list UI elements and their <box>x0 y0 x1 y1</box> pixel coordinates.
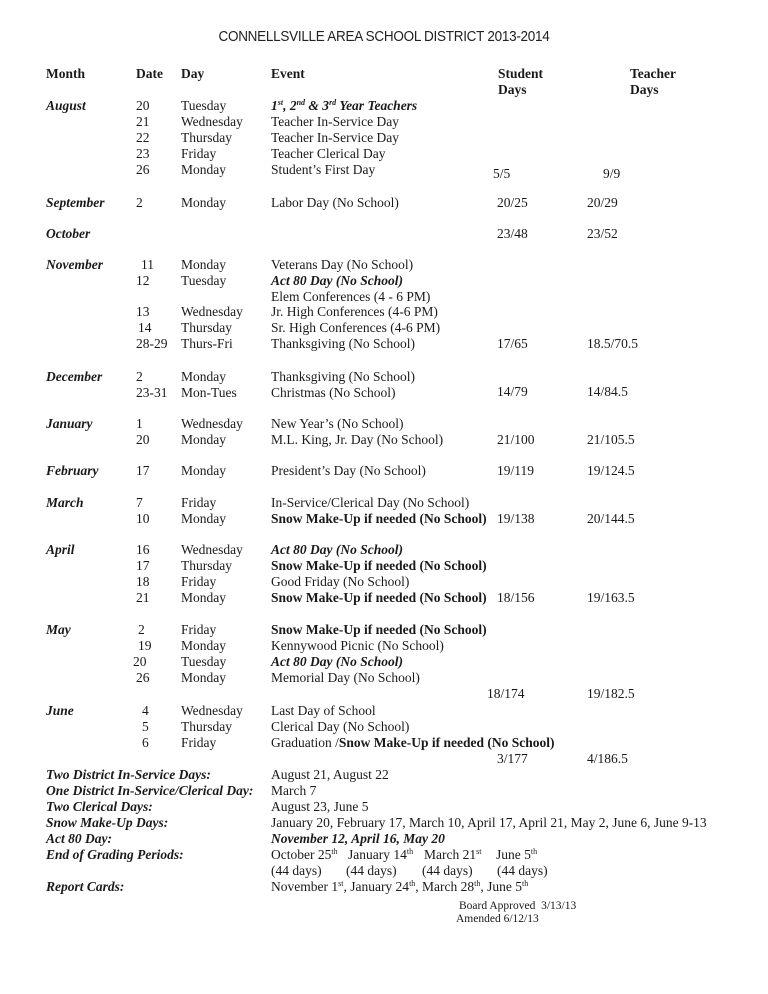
teacher-days-november: 18.5/70.5 <box>587 336 639 351</box>
date-cell: 20 <box>136 98 150 113</box>
grading-period-length: (44 days) <box>422 863 473 878</box>
day-cell: Monday <box>181 195 226 210</box>
day-cell: Friday <box>181 574 217 589</box>
teacher-days-march: 20/144.5 <box>587 511 635 526</box>
report-card-date: March 28 <box>422 879 475 894</box>
date-cell: 14 <box>138 320 152 335</box>
header-date: Date <box>136 66 163 81</box>
event-cell: Good Friday (No School) <box>271 574 410 589</box>
grading-date-sup: st <box>476 847 482 856</box>
event-text: , 2 <box>283 98 297 113</box>
month-november: November <box>46 257 103 272</box>
report-card-date: November 1 <box>271 879 339 894</box>
event-cell: Thanksgiving (No School) <box>271 336 415 351</box>
grading-date-text: March 21 <box>424 847 477 862</box>
date-cell: 1 <box>136 416 143 431</box>
event-cell: Teacher Clerical Day <box>271 146 386 161</box>
student-days-january: 21/100 <box>497 432 535 447</box>
date-cell: 12 <box>136 273 150 288</box>
day-cell: Friday <box>181 735 217 750</box>
grading-period-date <box>496 847 537 863</box>
event-cell: Elem Conferences (4 - 6 PM) <box>271 289 431 304</box>
event-cell: In-Service/Clerical Day (No School) <box>271 495 470 510</box>
report-card-sep: , <box>480 879 488 894</box>
event-text: 1 <box>271 98 278 113</box>
summary-value-clerical: August 23, June 5 <box>271 799 369 814</box>
student-days-august: 5/5 <box>493 166 511 181</box>
month-march: March <box>46 495 84 510</box>
date-cell: 19 <box>138 638 152 653</box>
date-cell: 21 <box>136 590 150 605</box>
event-cell: Labor Day (No School) <box>271 195 399 210</box>
date-cell: 20 <box>133 654 147 669</box>
grading-date-text: January 14 <box>348 847 407 862</box>
document-title: CONNELLSVILLE AREA SCHOOL DISTRICT 2013-2014 <box>218 28 550 45</box>
day-cell: Wednesday <box>181 304 243 319</box>
summary-label-act80: Act 80 Day: <box>46 831 112 846</box>
event-cell: Sr. High Conferences (4-6 PM) <box>271 320 441 335</box>
summary-value-snow: January 20, February 17, March 10, April 17, April 21, May 2, June 6, June 9-13 <box>271 815 707 830</box>
date-cell: 7 <box>136 495 143 510</box>
grading-date-text: October 25 <box>271 847 332 862</box>
header-day: Day <box>181 66 205 81</box>
summary-value-act80: November 12, April 16, May 20 <box>271 831 445 846</box>
month-january: January <box>46 416 93 431</box>
teacher-days-april: 19/163.5 <box>587 590 635 605</box>
day-cell: Thursday <box>181 558 232 573</box>
report-card-sup: st <box>338 879 344 888</box>
event-cell: Act 80 Day (No School) <box>271 654 403 669</box>
report-card-sup: th <box>522 879 529 888</box>
header-event: Event <box>271 66 305 81</box>
day-cell: Monday <box>181 257 226 272</box>
grading-period-length: (44 days) <box>497 863 548 878</box>
teacher-days-august: 9/9 <box>603 166 621 181</box>
date-cell: 10 <box>136 511 150 526</box>
teacher-days-october: 23/52 <box>587 226 618 241</box>
date-cell: 20 <box>136 432 150 447</box>
teacher-days-june: 4/186.5 <box>587 751 628 766</box>
day-cell: Mon-Tues <box>181 385 237 400</box>
event-cell <box>271 735 555 751</box>
summary-label-report-cards: Report Cards: <box>46 879 125 894</box>
date-cell: 2 <box>138 622 145 637</box>
month-june: June <box>46 703 74 718</box>
student-days-december: 14/79 <box>497 384 528 399</box>
grading-date-sup: th <box>331 847 338 856</box>
grading-date-text: June 5 <box>496 847 531 862</box>
amended-note: Amended 6/12/13 <box>456 913 539 925</box>
date-cell: 18 <box>136 574 150 589</box>
date-cell: 5 <box>142 719 149 734</box>
grading-period-date <box>424 847 481 863</box>
date-cell: 26 <box>136 162 150 177</box>
report-card-date: June 5 <box>487 879 523 894</box>
event-cell: Clerical Day (No School) <box>271 719 410 734</box>
report-card-sup: th <box>474 879 481 888</box>
header-teacher-days-line1: Teacher <box>630 66 676 81</box>
day-cell: Friday <box>181 622 217 637</box>
teacher-days-january: 21/105.5 <box>587 432 635 447</box>
teacher-days-may: 19/182.5 <box>587 686 635 701</box>
month-september: September <box>46 195 105 210</box>
date-cell: 26 <box>136 670 150 685</box>
event-text: Year Teachers <box>336 98 418 113</box>
event-cell: President’s Day (No School) <box>271 463 426 478</box>
student-days-september: 20/25 <box>497 195 528 210</box>
event-sup: st <box>277 98 284 107</box>
day-cell: Monday <box>181 590 226 605</box>
grading-date-sup: th <box>406 847 414 856</box>
date-cell: 11 <box>141 257 154 272</box>
report-card-sup: th <box>409 879 416 888</box>
grading-date-sup: th <box>530 847 538 856</box>
date-cell: 28-29 <box>136 336 168 351</box>
day-cell: Wednesday <box>181 703 243 718</box>
student-days-march: 19/138 <box>497 511 535 526</box>
date-cell: 23-31 <box>136 385 168 400</box>
summary-label-snow: Snow Make-Up Days: <box>46 815 169 830</box>
student-days-february: 19/119 <box>497 463 534 478</box>
event-cell: Thanksgiving (No School) <box>271 369 415 384</box>
grading-period-date <box>271 847 338 863</box>
event-cell: Snow Make-Up if needed (No School) <box>271 590 487 605</box>
day-cell: Monday <box>181 463 226 478</box>
event-text: Graduation / <box>271 735 339 750</box>
summary-label-in-service: Two District In-Service Days: <box>46 767 211 782</box>
header-student-days <box>498 66 543 98</box>
day-cell: Friday <box>181 495 217 510</box>
event-cell: Snow Make-Up if needed (No School) <box>271 558 487 573</box>
date-cell: 17 <box>136 558 150 573</box>
day-cell: Thursday <box>181 320 232 335</box>
teacher-days-february: 19/124.5 <box>587 463 635 478</box>
event-cell: Memorial Day (No School) <box>271 670 420 685</box>
date-cell: 21 <box>136 114 150 129</box>
month-december: December <box>46 369 103 384</box>
event-cell: Veterans Day (No School) <box>271 257 414 272</box>
day-cell: Monday <box>181 369 226 384</box>
header-teacher-days-line2: Days <box>630 82 659 97</box>
month-may: May <box>46 622 71 637</box>
event-cell: Teacher In-Service Day <box>271 114 399 129</box>
day-cell: Monday <box>181 162 226 177</box>
event-cell: Act 80 Day (No School) <box>271 542 403 557</box>
header-student-days-line2: Days <box>498 82 527 97</box>
day-cell: Thursday <box>181 719 232 734</box>
date-cell: 2 <box>136 195 143 210</box>
event-cell: Snow Make-Up if needed (No School) <box>271 622 487 637</box>
grading-period-length: (44 days) <box>271 863 322 878</box>
header-teacher-days <box>630 66 676 98</box>
date-cell: 13 <box>136 304 150 319</box>
report-card-sep: , <box>415 879 423 894</box>
event-sup: rd <box>329 98 337 107</box>
event-cell: Act 80 Day (No School) <box>271 273 403 288</box>
event-cell: Student’s First Day <box>271 162 376 177</box>
event-cell <box>271 98 417 114</box>
event-cell: Teacher In-Service Day <box>271 130 399 145</box>
day-cell: Tuesday <box>181 273 227 288</box>
event-cell: Kennywood Picnic (No School) <box>271 638 444 653</box>
student-days-june: 3/177 <box>497 751 528 766</box>
date-cell: 17 <box>136 463 150 478</box>
date-cell: 6 <box>142 735 149 750</box>
event-sup: nd <box>296 98 306 107</box>
event-cell: Snow Make-Up if needed (No School) <box>271 511 487 526</box>
summary-label-in-service-clerical: One District In-Service/Clerical Day: <box>46 783 254 798</box>
teacher-days-september: 20/29 <box>587 195 618 210</box>
month-august: August <box>46 98 86 113</box>
day-cell: Monday <box>181 670 226 685</box>
date-cell: 2 <box>136 369 143 384</box>
event-text-bold: Snow Make-Up if needed (No School) <box>338 735 555 750</box>
day-cell: Thurs-Fri <box>181 336 233 351</box>
day-cell: Monday <box>181 638 226 653</box>
event-cell: Jr. High Conferences (4-6 PM) <box>271 304 438 319</box>
day-cell: Friday <box>181 146 217 161</box>
student-days-october: 23/48 <box>497 226 528 241</box>
student-days-november: 17/65 <box>497 336 528 351</box>
board-approved-note: Board Approved 3/13/13 <box>459 900 577 912</box>
summary-value-report-cards <box>271 879 528 895</box>
date-cell: 22 <box>136 130 150 145</box>
month-october: October <box>46 226 91 241</box>
summary-label-grading: End of Grading Periods: <box>46 847 184 862</box>
month-april: April <box>46 542 75 557</box>
date-cell: 16 <box>136 542 150 557</box>
event-cell: New Year’s (No School) <box>271 416 404 431</box>
grading-period-date <box>348 847 413 863</box>
summary-value-in-service-clerical: March 7 <box>271 783 317 798</box>
summary-label-clerical: Two Clerical Days: <box>46 799 153 814</box>
day-cell: Tuesday <box>181 654 227 669</box>
event-text: & 3 <box>305 98 330 113</box>
report-card-date: January 24 <box>350 879 410 894</box>
event-cell: M.L. King, Jr. Day (No School) <box>271 432 444 447</box>
event-cell: Last Day of School <box>271 703 376 718</box>
header-month: Month <box>46 66 86 81</box>
event-cell: Christmas (No School) <box>271 385 396 400</box>
month-february: February <box>46 463 99 478</box>
date-cell: 23 <box>136 146 150 161</box>
day-cell: Wednesday <box>181 416 243 431</box>
grading-period-length: (44 days) <box>346 863 397 878</box>
day-cell: Monday <box>181 511 226 526</box>
date-cell: 4 <box>142 703 149 718</box>
header-student-days-line1: Student <box>498 66 544 81</box>
student-days-may: 18/174 <box>487 686 525 701</box>
day-cell: Tuesday <box>181 98 227 113</box>
report-card-sep: , <box>343 879 351 894</box>
student-days-april: 18/156 <box>497 590 535 605</box>
day-cell: Monday <box>181 432 226 447</box>
day-cell: Thursday <box>181 130 232 145</box>
teacher-days-december: 14/84.5 <box>587 384 628 399</box>
summary-value-in-service: August 21, August 22 <box>271 767 389 782</box>
day-cell: Wednesday <box>181 542 243 557</box>
day-cell: Wednesday <box>181 114 243 129</box>
